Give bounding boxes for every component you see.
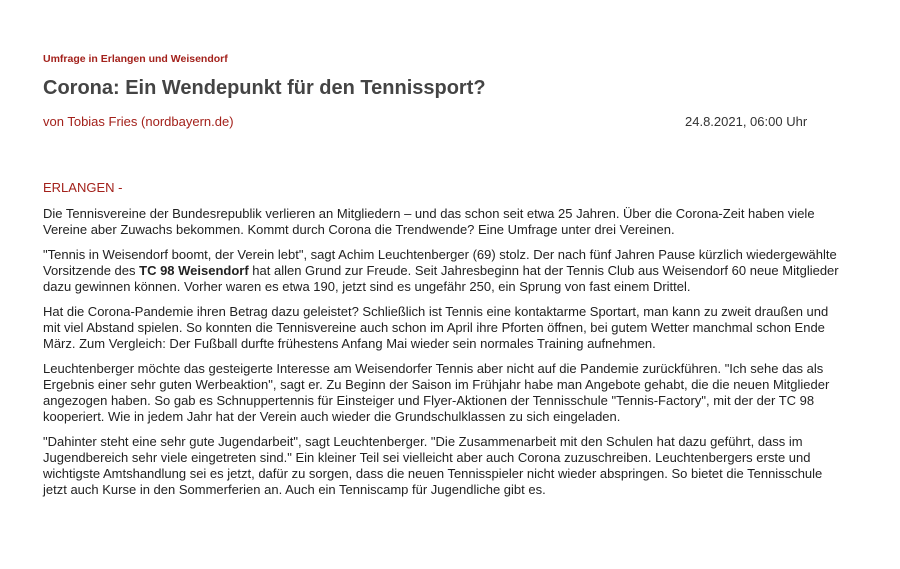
paragraph-2-text-before: "Tennis in Weisendorf boomt, der Verein lebt", sagt Achim Leuchtenberger (69) stolz. Der nach fünf Jahren Pause kürzlich wiedergewählte Vorsitzende des [43, 247, 837, 278]
paragraph-2-text-after: hat allen Grund zur Freude. Seit Jahresbeginn hat der Tennis Club aus Weisendorf 60 neue Mitglieder dazu gewinnen können. Vorher waren es etwa 190, jetzt sind es ungefähr 250, ein Sprung von fast einem Drittel. [43, 263, 839, 294]
paragraph-1: Die Tennisvereine der Bundesrepublik verlieren an Mitgliedern – und das schon seit etwa 25 Jahren. Über die Corona-Zeit haben viele Vereine aber Zuwachs bekommen. Kommt durch Corona die Trendwende? Eine Umfrage unter drei Vereinen. [43, 206, 815, 237]
paragraph-5: "Dahinter steht eine sehr gute Jugendarbeit", sagt Leuchtenberger. "Die Zusammenarbeit mit den Schulen hat dazu geführt, dass im Jugendbereich sehr viele eingetreten sind." Ein kleiner Teil sei vielleicht aber auch Corona zuzuschreiben. Leuchtenbergers erste und wichtigste Amtshandlung sei es jetzt, dafür zu sorgen, dass die neuen Tennisspieler nicht wieder abspringen. So bietet die Tennisschule jetzt auch Kurse in den Sommerferien an. Auch ein Tenniscamp für Jugendliche gibt es. [43, 434, 823, 497]
article-dateline: ERLANGEN - [43, 180, 123, 195]
paragraph-3: Hat die Corona-Pandemie ihren Betrag dazu geleistet? Schließlich ist Tennis eine kontaktarme Sportart, man kann zu zweit draußen und mit viel Abstand spielen. So konnten die Tennisvereine auch schon im April ihre Pforten öffnen, bei gutem Wetter manchmal schon Ende März. Zum Vergleich: Der Fußball durfte frühestens Anfang Mai wieder sein normales Training aufnehmen. [43, 304, 829, 351]
article [43, 52, 843, 498]
article-meta [43, 113, 843, 131]
paragraph-2 [43, 247, 843, 295]
article-date: 24.8.2021, 06:00 Uhr [685, 114, 808, 129]
paragraph-2-club-name: TC 98 Weisendorf [139, 263, 249, 278]
paragraph-4: Leuchtenberger möchte das gesteigerte Interesse am Weisendorfer Tennis aber nicht auf die Pandemie zurückführen. "Ich sehe das als Ergebnis einer sehr guten Werbeaktion", sagt er. Zu Beginn der Saison im Frühjahr habe man Angebote gehabt, die die neuen Mitglieder angezogen haben. So gab es Schnuppertennis für Einsteiger und Flyer-Aktionen der Tennisschule "Tennis-Factory", mit der der TC 98 kooperiert. Wie in jedem Jahr hat der Verein auch wieder die Grundschulklassen zu sich eingeladen. [43, 361, 830, 424]
article-kicker: Umfrage in Erlangen und Weisendorf [43, 53, 228, 65]
article-author: von Tobias Fries (nordbayern.de) [43, 114, 234, 129]
article-headline: Corona: Ein Wendepunkt für den Tennissport? [43, 77, 486, 99]
